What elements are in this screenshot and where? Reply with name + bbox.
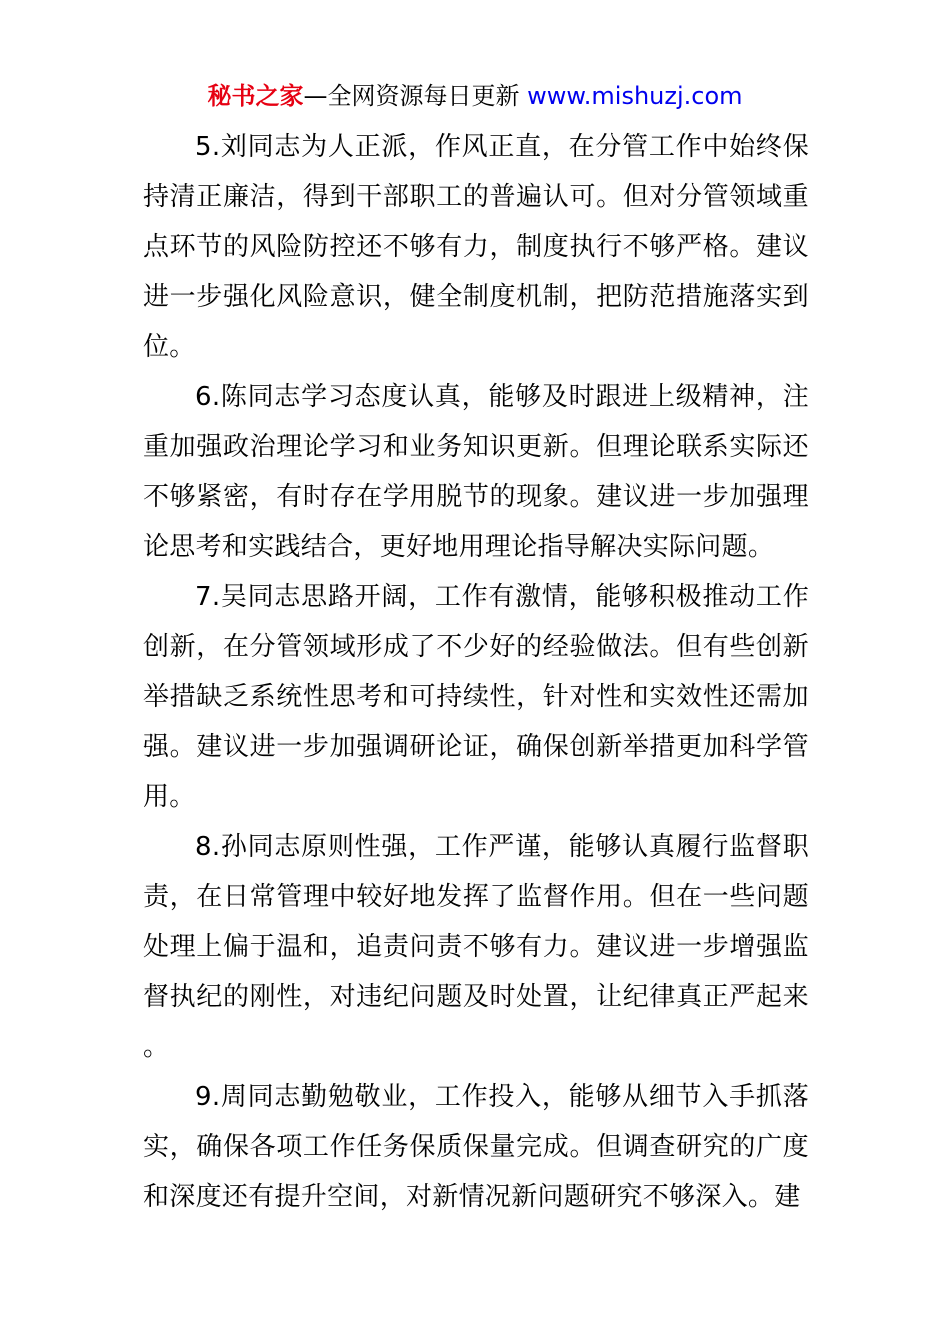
site-tagline: —全网资源每日更新 — [303, 82, 528, 110]
paragraph-9: 9.周同志勤勉敬业，工作投入，能够从细节入手抓落实，确保各项工作任务保质保量完成。但调查研究的广度和深度还有提升空间，对新情况新问题研究不够深入。建 — [143, 1082, 809, 1212]
paragraph-7: 7.吴同志思路开阔，工作有激情，能够积极推动工作创新，在分管领域形成了不少好的经验做法。但有些创新举措缺乏系统性思考和可持续性，针对性和实效性还需加强。建议进一步加强调研论证，确保创新举措更加科学管用。 — [143, 582, 809, 812]
document-body — [143, 122, 809, 1222]
paragraph-8: 8.孙同志原则性强，工作严谨，能够认真履行监督职责，在日常管理中较好地发挥了监督作用。但在一些问题处理上偏于温和，追责问责不够有力。建议进一步增强监督执纪的刚性，对违纪问题及时处置，让纪律真正严起来。 — [143, 832, 809, 1062]
page-header — [0, 80, 950, 112]
site-brand: 秘书之家 — [207, 82, 304, 110]
paragraph-6: 6.陈同志学习态度认真，能够及时跟进上级精神，注重加强政治理论学习和业务知识更新。但理论联系实际还不够紧密，有时存在学用脱节的现象。建议进一步加强理论思考和实践结合，更好地用理论指导解决实际问题。 — [143, 382, 809, 562]
paragraph-5: 5.刘同志为人正派，作风正直，在分管工作中始终保持清正廉洁，得到干部职工的普遍认可。但对分管领域重点环节的风险防控还不够有力，制度执行不够严格。建议进一步强化风险意识，健全制度机制，把防范措施落实到位。 — [143, 132, 809, 362]
site-url-link[interactable]: www.mishuzj.com — [527, 82, 743, 110]
